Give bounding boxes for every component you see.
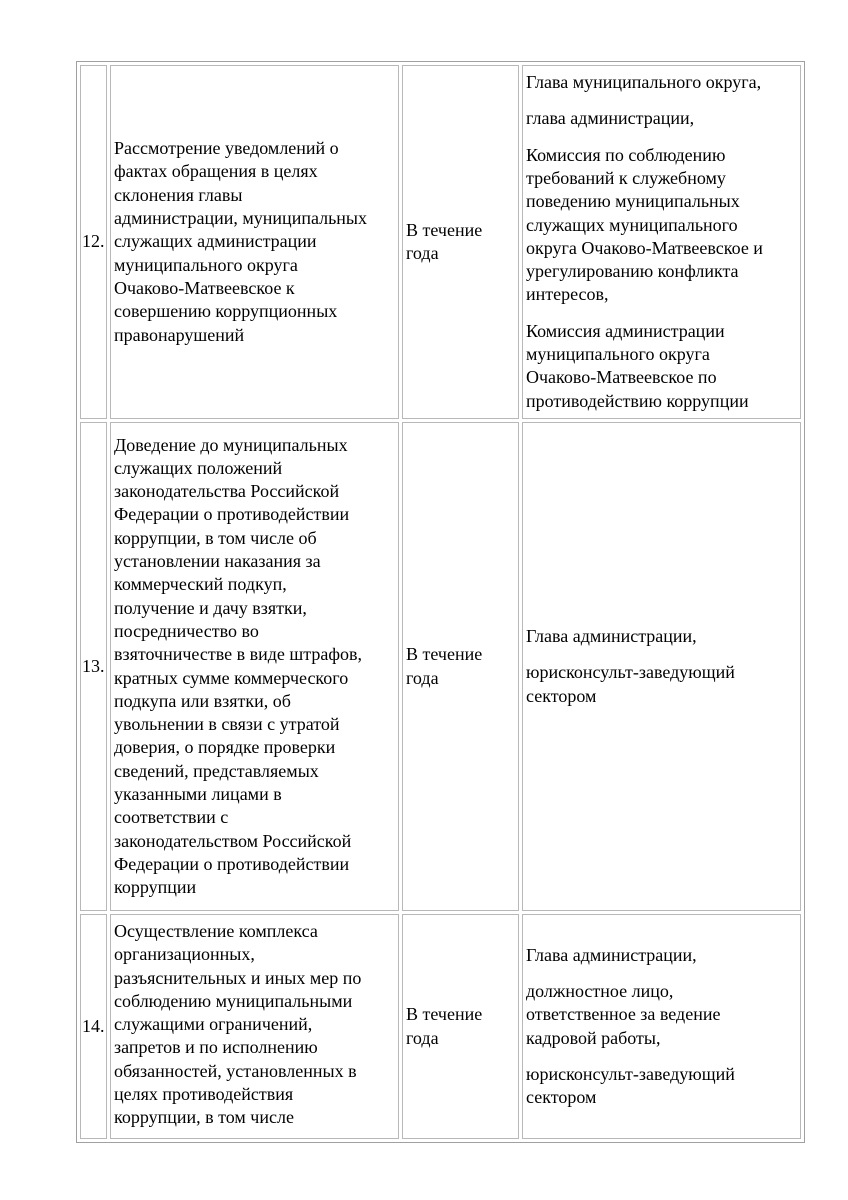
activity-text bbox=[114, 434, 396, 900]
text-line: увольнении в связи с утратой bbox=[114, 714, 340, 735]
table-row bbox=[80, 65, 801, 419]
text-line: обязанностей, установленных в bbox=[114, 1060, 357, 1081]
responsible-paragraph bbox=[526, 980, 798, 1050]
responsible-paragraph bbox=[526, 71, 798, 94]
text-line: правонарушений bbox=[114, 324, 245, 345]
responsible-paragraph bbox=[526, 320, 798, 413]
row-number: 13. bbox=[82, 655, 105, 676]
term-text bbox=[406, 1003, 516, 1050]
text-line: В течение bbox=[406, 219, 483, 240]
text-line: юрисконсульт-заведующий bbox=[526, 662, 735, 683]
text-line: интересов, bbox=[526, 284, 609, 305]
text-line: сведений, представляемых bbox=[114, 760, 319, 781]
text-line: установлении наказания за bbox=[114, 551, 321, 572]
row-number-cell bbox=[80, 914, 107, 1139]
text-line: муниципального округа bbox=[526, 344, 710, 365]
activity-cell bbox=[110, 422, 399, 911]
text-line: кратных сумме коммерческого bbox=[114, 667, 349, 688]
text-line: Очаково-Матвеевское к bbox=[114, 277, 295, 298]
text-line: Очаково-Матвеевское по bbox=[526, 367, 717, 388]
activity-cell bbox=[110, 65, 399, 419]
text-line: кадровой работы, bbox=[526, 1027, 661, 1048]
text-line: должностное лицо, bbox=[526, 980, 674, 1001]
text-line: Рассмотрение уведомлений о bbox=[114, 138, 339, 159]
text-line: коммерческий подкуп, bbox=[114, 574, 287, 595]
text-line: ответственное за ведение bbox=[526, 1004, 721, 1025]
term-text bbox=[406, 643, 516, 690]
activity-text bbox=[114, 920, 396, 1130]
text-line: юрисконсульт-заведующий bbox=[526, 1063, 735, 1084]
text-line: сектором bbox=[526, 685, 597, 706]
term-cell bbox=[402, 914, 519, 1139]
text-line: округа Очаково-Матвеевское и bbox=[526, 237, 763, 258]
responsible-paragraph bbox=[526, 625, 798, 648]
text-line: муниципального округа bbox=[114, 254, 298, 275]
table-row bbox=[80, 914, 801, 1139]
term-text bbox=[406, 219, 516, 266]
text-line: посредничество во bbox=[114, 620, 259, 641]
responsible-paragraph bbox=[526, 144, 798, 307]
text-line: получение и дачу взятки, bbox=[114, 597, 307, 618]
text-line: Комиссия по соблюдению bbox=[526, 144, 726, 165]
row-number: 14. bbox=[82, 1015, 105, 1036]
text-line: требований к служебному bbox=[526, 167, 726, 188]
text-line: коррупции bbox=[114, 877, 197, 898]
responsible-paragraph bbox=[526, 1063, 798, 1110]
responsible-paragraph bbox=[526, 107, 798, 130]
responsible-paragraph bbox=[526, 944, 798, 967]
text-line: указанными лицами в bbox=[114, 783, 282, 804]
text-line: урегулированию конфликта bbox=[526, 261, 739, 282]
text-line: В течение bbox=[406, 644, 483, 665]
text-line: поведению муниципальных bbox=[526, 191, 740, 212]
text-line: склонения главы bbox=[114, 184, 243, 205]
text-line: года bbox=[406, 1027, 439, 1048]
measures-table bbox=[76, 61, 805, 1143]
text-line: разъяснительных и иных мер по bbox=[114, 967, 362, 988]
activity-text bbox=[114, 137, 396, 347]
text-line: Глава муниципального округа, bbox=[526, 72, 762, 93]
text-line: Федерации о противодействии bbox=[114, 504, 350, 525]
text-line: соблюдению муниципальными bbox=[114, 990, 353, 1011]
text-line: законодательством Российской bbox=[114, 830, 352, 851]
text-line: Комиссия администрации bbox=[526, 320, 725, 341]
text-line: коррупции, в том числе об bbox=[114, 527, 317, 548]
text-line: законодательства Российской bbox=[114, 481, 340, 502]
term-cell bbox=[402, 422, 519, 911]
text-line: Глава администрации, bbox=[526, 626, 697, 647]
text-line: Доведение до муниципальных bbox=[114, 434, 348, 455]
text-line: администрации, муниципальных bbox=[114, 208, 368, 229]
text-line: Осуществление комплекса bbox=[114, 921, 318, 941]
text-line: запретов и по исполнению bbox=[114, 1037, 318, 1058]
text-line: глава администрации, bbox=[526, 108, 695, 129]
text-line: сектором bbox=[526, 1087, 597, 1108]
text-line: противодействию коррупции bbox=[526, 390, 749, 411]
text-line: служащих муниципального bbox=[526, 214, 738, 235]
text-line: коррупции, в том числе bbox=[114, 1107, 294, 1128]
text-line: организационных, bbox=[114, 944, 255, 965]
text-line: целях противодействия bbox=[114, 1084, 294, 1105]
text-line: подкупа или взятки, об bbox=[114, 690, 291, 711]
row-number-cell bbox=[80, 65, 107, 419]
responsible-paragraph bbox=[526, 661, 798, 708]
text-line: В течение bbox=[406, 1004, 483, 1025]
text-line: года bbox=[406, 667, 439, 688]
text-line: Федерации о противодействии bbox=[114, 853, 350, 874]
responsible-cell bbox=[522, 422, 801, 911]
text-line: совершению коррупционных bbox=[114, 301, 338, 322]
text-line: взяточничестве в виде штрафов, bbox=[114, 644, 362, 665]
table-row bbox=[80, 422, 801, 911]
text-line: служащих положений bbox=[114, 457, 283, 478]
text-line: соответствии с bbox=[114, 807, 229, 828]
activity-cell bbox=[110, 914, 399, 1139]
text-line: служащих администрации bbox=[114, 231, 317, 252]
text-line: служащими ограничений, bbox=[114, 1014, 313, 1035]
text-line: года bbox=[406, 243, 439, 263]
responsible-cell bbox=[522, 65, 801, 419]
row-number-cell bbox=[80, 422, 107, 911]
text-line: Глава администрации, bbox=[526, 944, 697, 965]
responsible-cell bbox=[522, 914, 801, 1139]
text-line: доверия, о порядке проверки bbox=[114, 737, 336, 758]
term-cell bbox=[402, 65, 519, 419]
row-number: 12. bbox=[82, 231, 105, 252]
text-line: фактах обращения в целях bbox=[114, 161, 318, 182]
